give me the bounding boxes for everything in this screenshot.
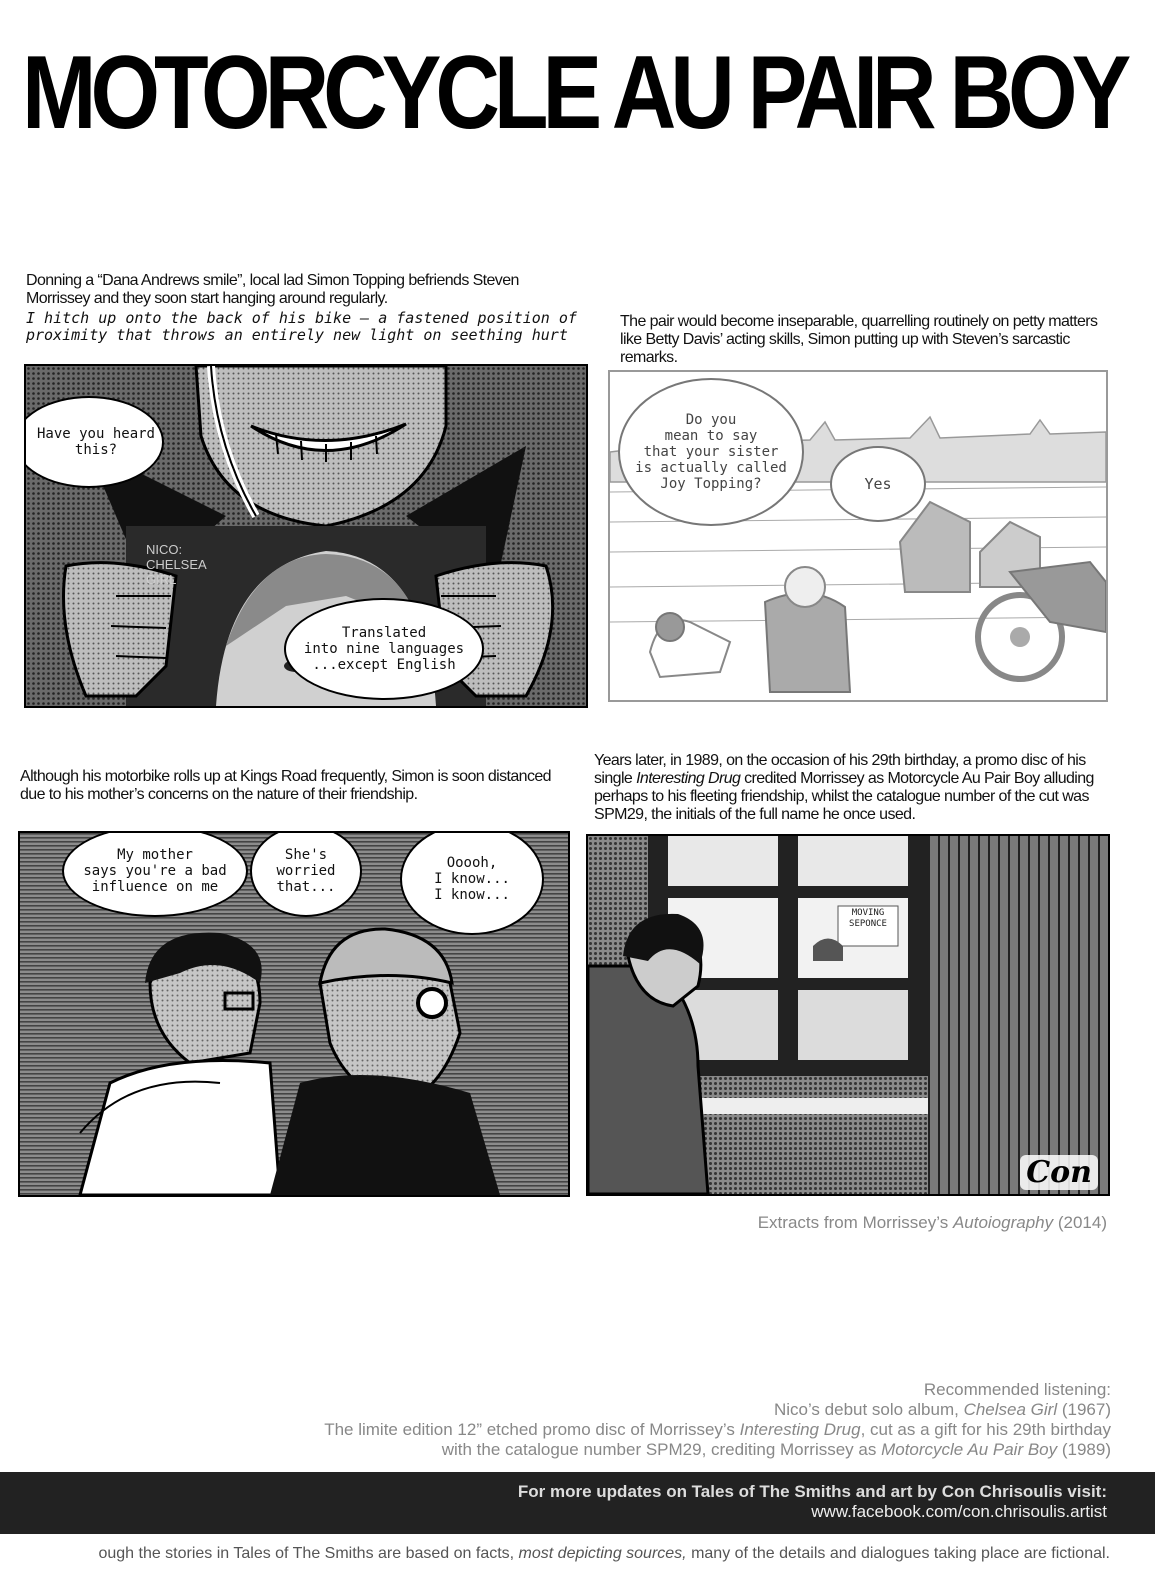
bubble-line: She's: [284, 847, 328, 863]
panel1-speech-bubble-translated: [284, 598, 484, 700]
panel4-artwork: [588, 836, 1108, 1194]
comic-title: MOTORCYCLE AU PAIR BOY: [22, 35, 1126, 151]
recommended-listening: [324, 1380, 1111, 1460]
panel-1: [24, 364, 588, 708]
listening-text: , cut as a gift for his 29th birthday: [860, 1420, 1111, 1439]
listening-title: Interesting Drug: [739, 1420, 861, 1439]
sign-line: SEPONCE: [849, 919, 887, 929]
panel1-handwritten-quote: I hitch up onto the back of his bike – a fastened position of proximity that throws an entirely new light on seething hurt: [26, 309, 577, 344]
bubble-line: I know...: [434, 887, 510, 903]
panel4-caption-text: Years later, in 1989, on the occasion of his 29th birthday, a promo disc of his single: [594, 752, 1086, 787]
bubble-line: that...: [276, 879, 336, 895]
disclaimer-italic: most depicting sources,: [518, 1545, 687, 1562]
credit-book-title: Autoiography: [952, 1213, 1054, 1232]
panel2-speech-bubble-joy-topping: [618, 378, 804, 526]
footer-updates-text: For more updates on Tales of The Smiths and art by Con Chrisoulis visit:: [517, 1482, 1107, 1501]
bubble-line: ...except English: [312, 657, 456, 673]
disclaimer-text: ough the stories in Tales of The Smiths are based on facts,: [98, 1545, 519, 1562]
bubble-line: that your sister: [643, 444, 779, 460]
bubble-line: Ooooh,: [446, 855, 498, 871]
autobiography-credit: [758, 1213, 1107, 1233]
bubble-line: is actually called: [635, 460, 787, 476]
listening-line: [324, 1440, 1111, 1460]
listening-title: Motorcycle Au Pair Boy: [881, 1440, 1058, 1459]
panel4-caption: [594, 752, 1110, 824]
artist-signature: Con: [1020, 1155, 1098, 1190]
bubble-line: into nine languages: [303, 641, 465, 657]
panel1-caption: Donning a “Dana Andrews smile”, local lad Simon Topping befriends Steven Morrissey and they soon start hanging around regularly.: [26, 272, 519, 307]
panel1-speech-bubble-heard-this: Have you heard this?: [24, 396, 164, 488]
bubble-line: Joy Topping?: [660, 476, 762, 492]
listening-year: (1989): [1057, 1440, 1111, 1459]
listening-text: with the catalogue number SPM29, crediting Morrissey as: [441, 1440, 882, 1459]
bubble-line: My mother: [117, 847, 193, 863]
panel2-speech-bubble-yes: Yes: [830, 446, 926, 522]
bubble-line: I know...: [434, 871, 510, 887]
listening-heading: Recommended listening:: [923, 1380, 1111, 1399]
footer-bar: [0, 1472, 1155, 1534]
disclaimer-text: many of the details and dialogues taking place are fictional.: [686, 1545, 1110, 1562]
bubble-line: influence on me: [91, 879, 219, 895]
panel-4: [586, 834, 1110, 1196]
footer-facebook-link[interactable]: www.facebook.com/con.chrisoulis.artist: [811, 1502, 1107, 1521]
listening-year: (1967): [1057, 1400, 1111, 1419]
bubble-line: mean to say: [664, 428, 758, 444]
panel4-caption-single-title: Interesting Drug: [636, 770, 741, 787]
credit-text: Extracts from Morrissey’s: [757, 1213, 953, 1232]
listening-line: [324, 1400, 1111, 1420]
listening-text: The limite edition 12” etched promo disc of Morrissey’s: [324, 1420, 740, 1439]
panel-3: [18, 831, 570, 1197]
bubble-line: Translated: [341, 625, 427, 641]
footer-disclaimer: [0, 1545, 1110, 1563]
credit-year: (2014): [1053, 1213, 1107, 1232]
bubble-line: Do you: [685, 412, 737, 428]
listening-text: Nico’s debut solo album,: [773, 1400, 964, 1419]
panel3-caption: Although his motorbike rolls up at Kings Road frequently, Simon is soon distanced due to his mother’s concerns on the nature of their friendship.: [20, 768, 551, 803]
listening-line: [324, 1420, 1111, 1440]
sign-line: MOVING: [851, 908, 885, 918]
panel4-shop-sign: [840, 908, 896, 930]
panel-2: [608, 370, 1108, 702]
bubble-line: worried: [276, 863, 336, 879]
panel1-record-label: NICO: CHELSEA GIRL: [146, 542, 206, 587]
bubble-line: says you're a bad: [83, 863, 227, 879]
panel4-caption-text: credited Morrissey as Motorcycle Au Pair Boy alluding perhaps to his fleeting friendship, whilst the catalogue number of the cut was SPM29, the initials of the full name he once used.: [594, 770, 1094, 823]
listening-title: Chelsea Girl: [963, 1400, 1058, 1419]
panel2-caption: The pair would become inseparable, quarrelling routinely on petty matters like Betty Davis’ acting skills, Simon putting up with Steven’s sarcastic remarks.: [620, 313, 1098, 366]
